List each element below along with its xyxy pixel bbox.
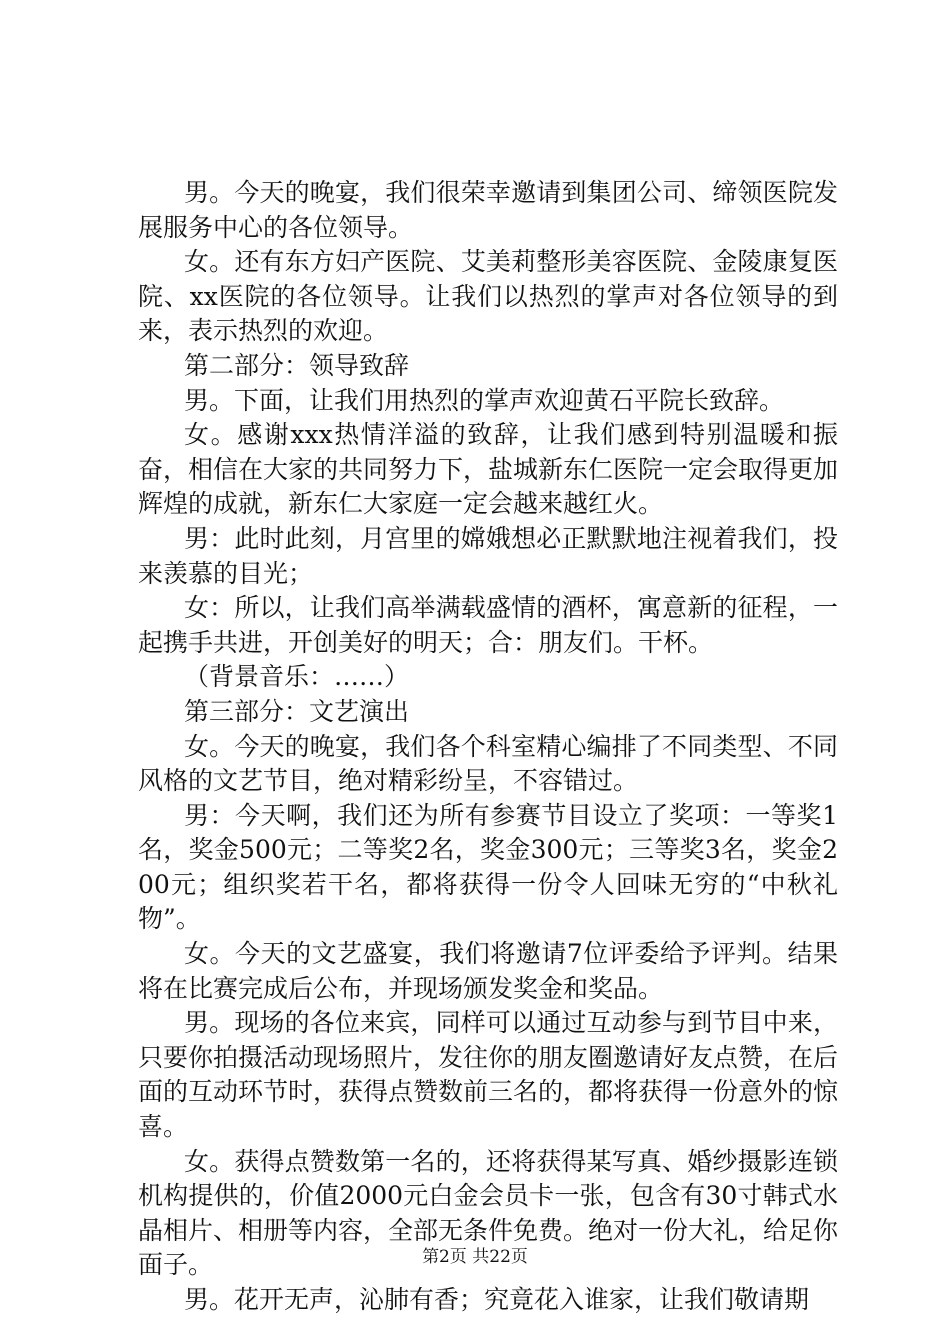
paragraph: 女。今天的晚宴，我们各个科室精心编排了不同类型、不同风格的文艺节目，绝对精彩纷呈，不容错过。 <box>138 731 838 796</box>
document-body <box>138 176 838 1318</box>
paragraph: 男。现场的各位来宾，同样可以通过互动参与到节目中来，只要你拍摄活动现场照片，发往你的朋友圈邀请好友点赞，在后面的互动环节时，获得点赞数前三名的，都将获得一份意外的惊喜。 <box>138 1008 839 1142</box>
paragraph: 男：今天啊，我们还为所有参赛节目设立了奖项：一等奖1名，奖金500元；二等奖2名，奖金300元；三等奖3名，奖金200元；组织奖若干名，都将获得一份令人回味无穷的“中秋礼物”。 <box>138 800 838 934</box>
paragraph: 女。感谢xxx热情洋溢的致辞，让我们感到特别温暖和振奋，相信在大家的共同努力下，盐城新东仁医院一定会取得更加辉煌的成就，新东仁大家庭一定会越来越红火。 <box>138 420 839 519</box>
paragraph: 男。花开无声，沁肺有香；究竟花入谁家，让我们敬请期 <box>184 1285 810 1314</box>
paragraph: 男。下面，让我们用热烈的掌声欢迎黄石平院长致辞。 <box>184 385 785 415</box>
paragraph: 女。还有东方妇产医院、艾美莉整形美容医院、金陵康复医院、xx医院的各位领导。让我们以热烈的掌声对各位领导的到来，表示热烈的欢迎。 <box>138 247 838 346</box>
paragraph: 女。获得点赞数第一名的，还将获得某写真、婚纱摄影连锁机构提供的，价值2000元白金会员卡一张，包含有30寸韩式水晶相片、相册等内容，全部无条件免费。绝对一份大礼，给足你面子。 <box>138 1146 839 1280</box>
paragraph: 男。今天的晚宴，我们很荣幸邀请到集团公司、缔领医院发展服务中心的各位领导。 <box>138 178 838 242</box>
paragraph: 女。今天的文艺盛宴，我们将邀请7位评委给予评判。结果将在比赛完成后公布，并现场颁发奖金和奖品。 <box>138 939 838 1003</box>
section-heading: 第三部分：文艺演出 <box>184 696 410 726</box>
stage-direction: （背景音乐：……） <box>184 662 410 692</box>
paragraph: 女：所以，让我们高举满载盛情的酒杯，寓意新的征程，一起携手共进，开创美好的明天；合：朋友们。干杯。 <box>138 593 838 657</box>
page-number-footer: 第2页 共22页 <box>422 1247 528 1267</box>
paragraph: 男：此时此刻，月宫里的嫦娥想必正默默地注视着我们，投来羡慕的目光； <box>138 523 838 588</box>
section-heading: 第二部分：领导致辞 <box>184 350 410 380</box>
